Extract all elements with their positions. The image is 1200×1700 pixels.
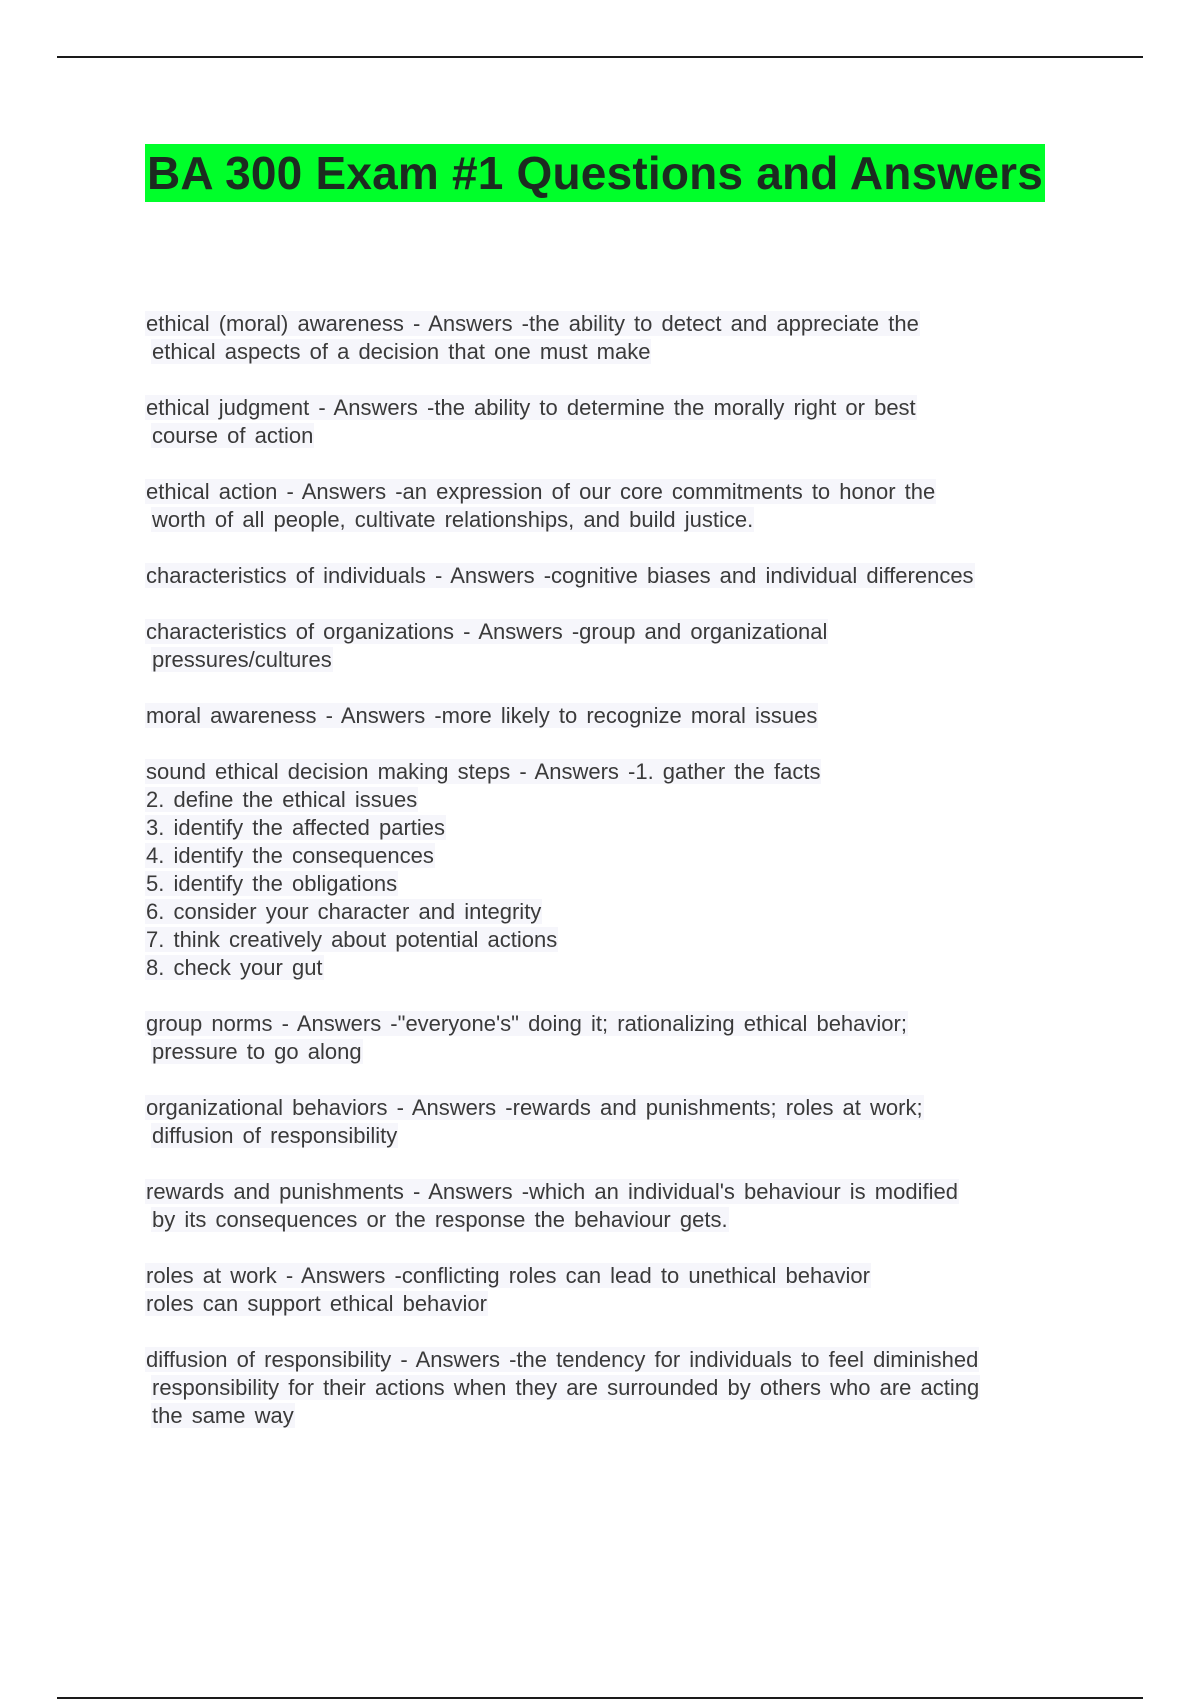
qa-entry xyxy=(145,1346,1085,1430)
qa-line: 5. identify the obligations xyxy=(146,871,398,896)
top-rule xyxy=(57,56,1143,58)
qa-entry xyxy=(145,1262,1085,1318)
qa-line: moral awareness - Answers -more likely to recognize moral issues xyxy=(146,703,818,728)
qa-entry xyxy=(145,394,1085,450)
qa-line: characteristics of organizations - Answers -group and organizational xyxy=(146,619,828,644)
qa-line: rewards and punishments - Answers -which an individual's behaviour is modified xyxy=(146,1179,958,1204)
qa-line: pressure to go along xyxy=(152,1039,362,1064)
title-block xyxy=(145,144,1045,202)
qa-line: 3. identify the affected parties xyxy=(146,815,445,840)
qa-line: roles at work - Answers -conflicting roles can lead to unethical behavior xyxy=(146,1263,870,1288)
qa-line: roles can support ethical behavior xyxy=(146,1291,487,1316)
qa-line: course of action xyxy=(152,423,314,448)
qa-line: ethical action - Answers -an expression of our core commitments to honor the xyxy=(146,479,936,504)
qa-entry xyxy=(145,618,1085,674)
qa-line: pressures/cultures xyxy=(152,647,332,672)
qa-line: organizational behaviors - Answers -rewards and punishments; roles at work; xyxy=(146,1095,923,1120)
qa-line: sound ethical decision making steps - Answers -1. gather the facts xyxy=(146,759,821,784)
qa-list xyxy=(145,310,1085,1458)
qa-line: diffusion of responsibility - Answers -the tendency for individuals to feel diminished xyxy=(146,1347,979,1372)
qa-entry xyxy=(145,1010,1085,1066)
qa-entry xyxy=(145,310,1085,366)
bottom-rule xyxy=(57,1697,1143,1699)
qa-line: the same way xyxy=(152,1403,294,1428)
qa-line: by its consequences or the response the behaviour gets. xyxy=(152,1207,728,1232)
qa-line: 2. define the ethical issues xyxy=(146,787,418,812)
qa-line: responsibility for their actions when they are surrounded by others who are acting xyxy=(152,1375,980,1400)
qa-line: ethical (moral) awareness - Answers -the ability to detect and appreciate the xyxy=(146,311,919,336)
qa-entry xyxy=(145,478,1085,534)
qa-line: 6. consider your character and integrity xyxy=(146,899,542,924)
qa-line: characteristics of individuals - Answers -cognitive biases and individual differences xyxy=(146,563,974,588)
qa-line: ethical aspects of a decision that one must make xyxy=(152,339,651,364)
qa-line: worth of all people, cultivate relationships, and build justice. xyxy=(152,507,754,532)
qa-line: group norms - Answers -"everyone's" doing it; rationalizing ethical behavior; xyxy=(146,1011,907,1036)
qa-entry xyxy=(145,1178,1085,1234)
qa-line: ethical judgment - Answers -the ability to determine the morally right or best xyxy=(146,395,916,420)
qa-entry xyxy=(145,1094,1085,1150)
document-title: BA 300 Exam #1 Questions and Answers xyxy=(145,144,1045,202)
qa-line: diffusion of responsibility xyxy=(152,1123,398,1148)
qa-line: 8. check your gut xyxy=(146,955,323,980)
qa-line: 4. identify the consequences xyxy=(146,843,434,868)
qa-entry xyxy=(145,758,1085,982)
qa-entry xyxy=(145,702,1085,730)
qa-entry xyxy=(145,562,1085,590)
qa-line: 7. think creatively about potential actions xyxy=(146,927,558,952)
